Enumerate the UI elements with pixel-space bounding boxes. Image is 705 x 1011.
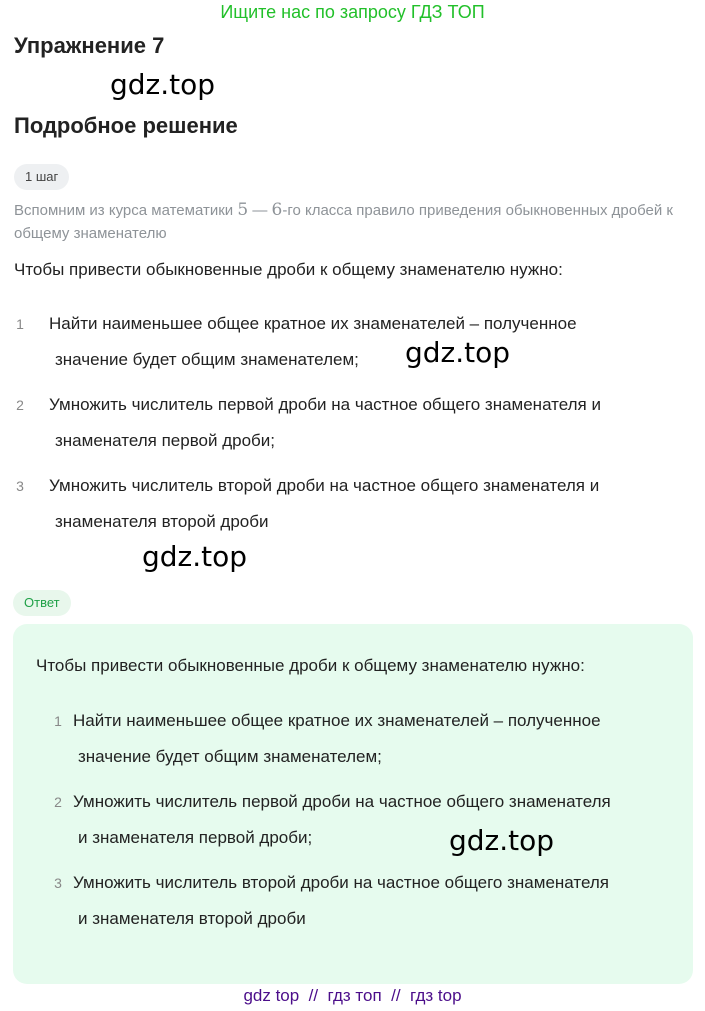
exercise-title: Упражнение 7 <box>14 33 165 58</box>
hint-dash: — <box>248 202 272 219</box>
step-badge: 1 шаг <box>14 164 69 190</box>
list-text: Умножить числитель второй дроби на частное общего знаменателя и <box>49 476 600 495</box>
promo-banner[interactable]: Ищите нас по запросу ГДЗ ТОП <box>220 2 485 22</box>
list-text: Найти наименьшее общее кратное их знаменателей – полученное <box>49 314 577 333</box>
list-text: знаменателя второй дроби <box>55 512 269 531</box>
list-number: 1 <box>16 316 24 332</box>
list-number: 3 <box>54 875 62 891</box>
list-text: Умножить числитель второй дроби на частное общего знаменателя <box>73 873 609 892</box>
intro-text: Чтобы привести обыкновенные дроби к общему знаменателю нужно: <box>14 260 563 279</box>
hint-after: -го класса правило приведения обыкновенных дробей к общему знаменателю <box>14 202 673 242</box>
hint-before: Вспомним из курса математики <box>14 202 238 219</box>
watermark: gdz.top <box>142 540 248 573</box>
hint-number: 5 <box>237 200 249 220</box>
list-text: Умножить числитель первой дроби на частное общего знаменателя и <box>49 395 601 414</box>
answer-box <box>13 624 693 984</box>
list-text: Найти наименьшее общее кратное их знаменателей – полученное <box>73 711 601 730</box>
list-number: 3 <box>16 478 24 494</box>
hint-text <box>14 199 684 245</box>
solution-title: Подробное решение <box>14 113 238 138</box>
watermark: gdz.top <box>110 68 216 101</box>
list-text: значение будет общим знаменателем; <box>78 747 382 766</box>
list-number: 1 <box>54 713 62 729</box>
list-text: и знаменателя второй дроби <box>78 909 306 928</box>
list-number: 2 <box>54 794 62 810</box>
hint-number: 6 <box>271 200 283 220</box>
watermark: gdz.top <box>405 336 511 369</box>
watermark: gdz.top <box>449 824 555 857</box>
list-number: 2 <box>16 397 24 413</box>
answer-intro-text: Чтобы привести обыкновенные дроби к общему знаменателю нужно: <box>36 656 585 675</box>
footer-links[interactable]: gdz top // гдз топ // гдз top <box>243 986 462 1005</box>
list-text: и знаменателя первой дроби; <box>78 828 313 847</box>
list-text: знаменателя первой дроби; <box>55 431 275 450</box>
list-text: Умножить числитель первой дроби на частное общего знаменателя <box>73 792 611 811</box>
answer-badge: Ответ <box>13 590 71 616</box>
list-text: значение будет общим знаменателем; <box>55 350 359 369</box>
